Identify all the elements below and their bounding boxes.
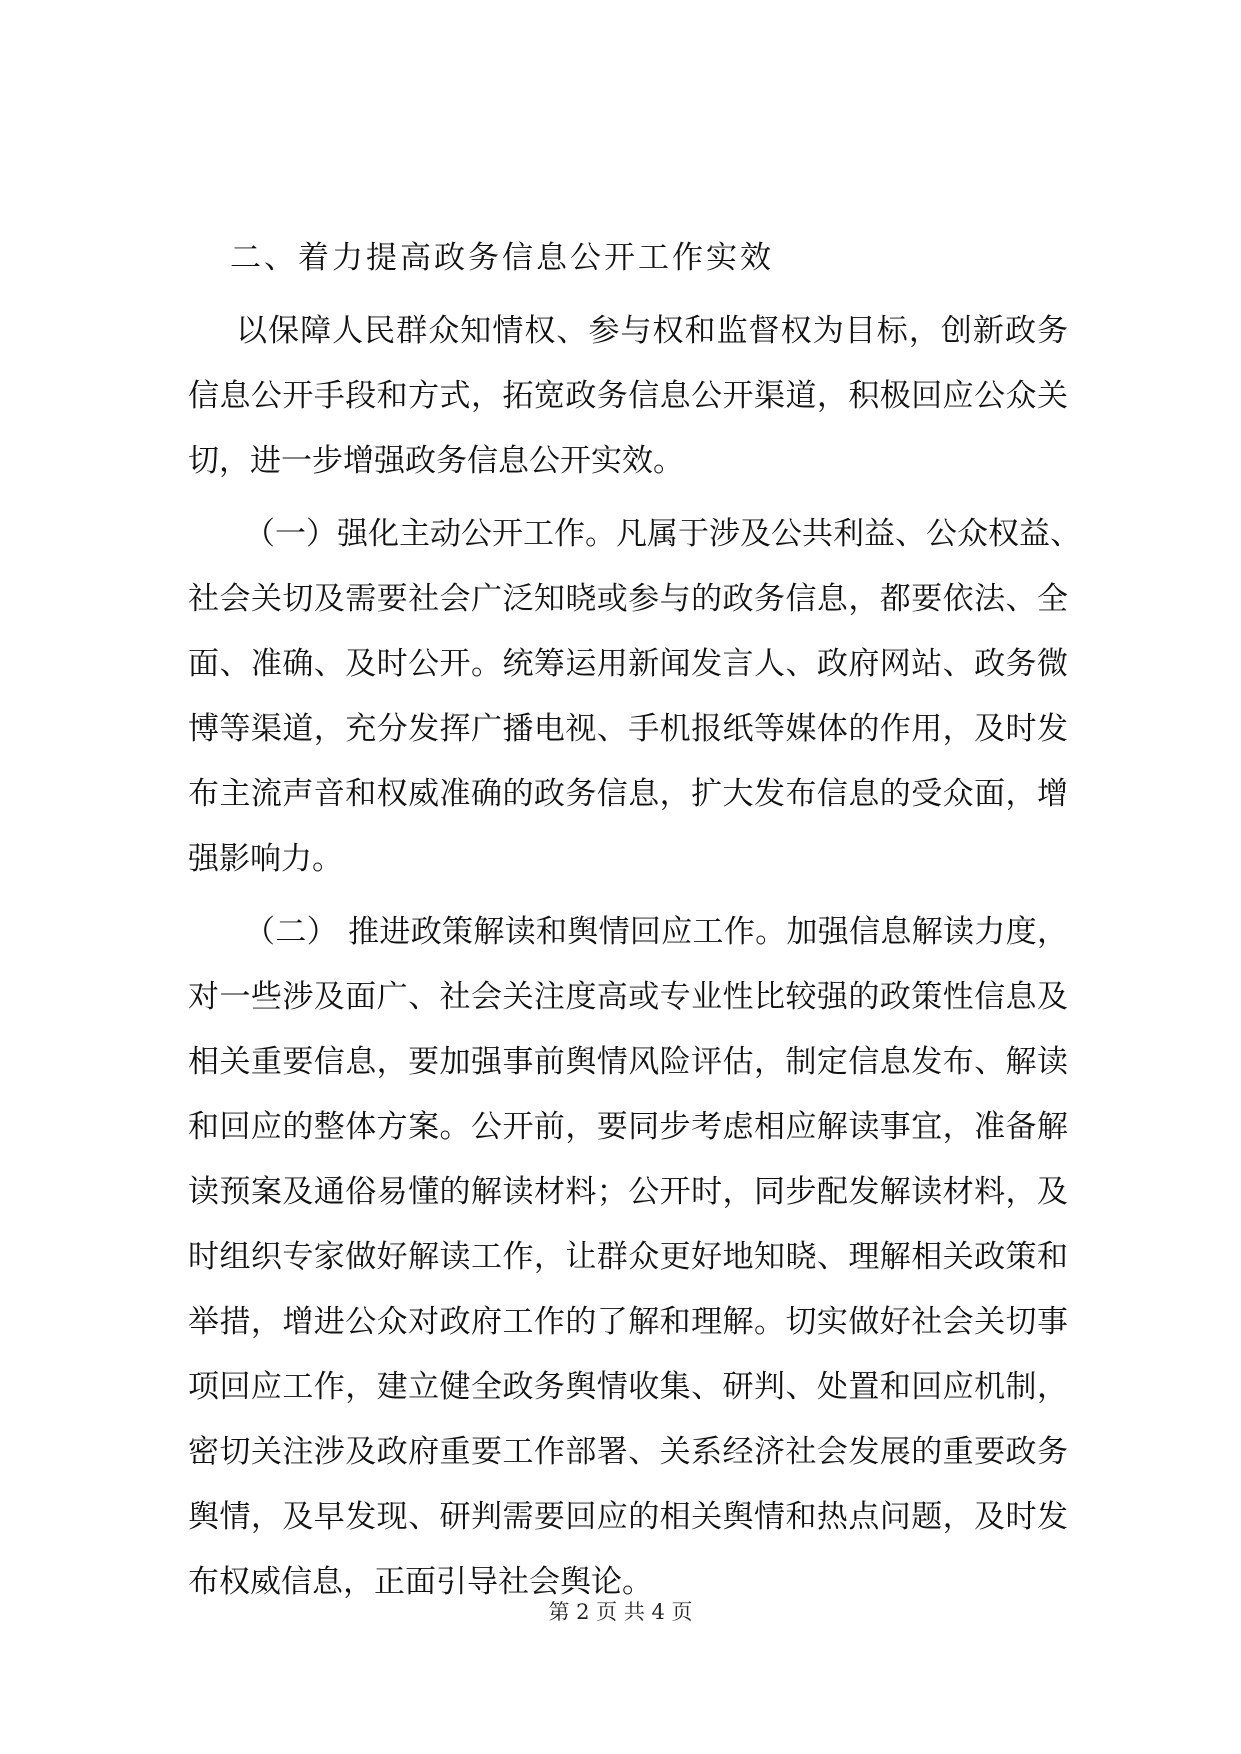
- paragraph-line: 面、准确、及时公开。统筹运用新闻发言人、政府网站、政务微: [188, 646, 1068, 682]
- paragraph-line: 举措，增进公众对政府工作的了解和理解。切实做好社会关切事: [188, 1304, 1068, 1340]
- paragraph-line: 舆情，及早发现、研判需要回应的相关舆情和热点问题，及时发: [188, 1499, 1068, 1535]
- document-body: [188, 226, 1081, 1615]
- paragraph-line: 切，进一步增强政务信息公开实效。: [188, 443, 684, 479]
- paragraph-line: 布权威信息，正面引导社会舆论。: [188, 1564, 653, 1600]
- paragraph-line: 项回应工作，建立健全政务舆情收集、研判、处置和回应机制，: [188, 1369, 1068, 1405]
- paragraph-line: 博等渠道，充分发挥广播电视、手机报纸等媒体的作用，及时发: [188, 711, 1068, 747]
- paragraph-line: 和回应的整体方案。公开前，要同步考虑相应解读事宜，准备解: [188, 1109, 1068, 1145]
- paragraph-line: （二） 推进政策解读和舆情回应工作。加强信息解读力度，: [244, 914, 1068, 950]
- paragraph-line: 密切关注涉及政府重要工作部署、关系经济社会发展的重要政务: [188, 1434, 1068, 1470]
- paragraph-line: 信息公开手段和方式，拓宽政务信息公开渠道，积极回应公众关: [188, 378, 1068, 414]
- paragraph-proactive-disclosure: [188, 502, 1081, 892]
- paragraph-line: 相关重要信息，要加强事前舆情风险评估，制定信息发布、解读: [188, 1044, 1068, 1080]
- paragraph-line: 以保障人民群众知情权、参与权和监督权为目标，创新政务: [236, 313, 1068, 349]
- paragraph-line: 布主流声音和权威准确的政务信息，扩大发布信息的受众面，增: [188, 776, 1068, 812]
- paragraph-line: 对一些涉及面广、社会关注度高或专业性比较强的政策性信息及: [188, 979, 1068, 1015]
- paragraph-line: 读预案及通俗易懂的解读材料；公开时，同步配发解读材料，及: [188, 1174, 1068, 1210]
- page-footer: 第 2 页 共 4 页: [548, 1600, 693, 1624]
- paragraph-line: 时组织专家做好解读工作，让群众更好地知晓、理解相关政策和: [188, 1239, 1068, 1275]
- paragraph-intro: [188, 299, 1068, 494]
- paragraph-line: 社会关切及需要社会广泛知晓或参与的政务信息，都要依法、全: [188, 581, 1068, 617]
- section-heading: 二、着力提高政务信息公开工作实效: [230, 240, 774, 276]
- paragraph-policy-interpretation: [188, 900, 1068, 1615]
- paragraph-line: （一）强化主动公开工作。凡属于涉及公共利益、公众权益、: [244, 516, 1081, 552]
- paragraph-line: 强影响力。: [188, 841, 343, 877]
